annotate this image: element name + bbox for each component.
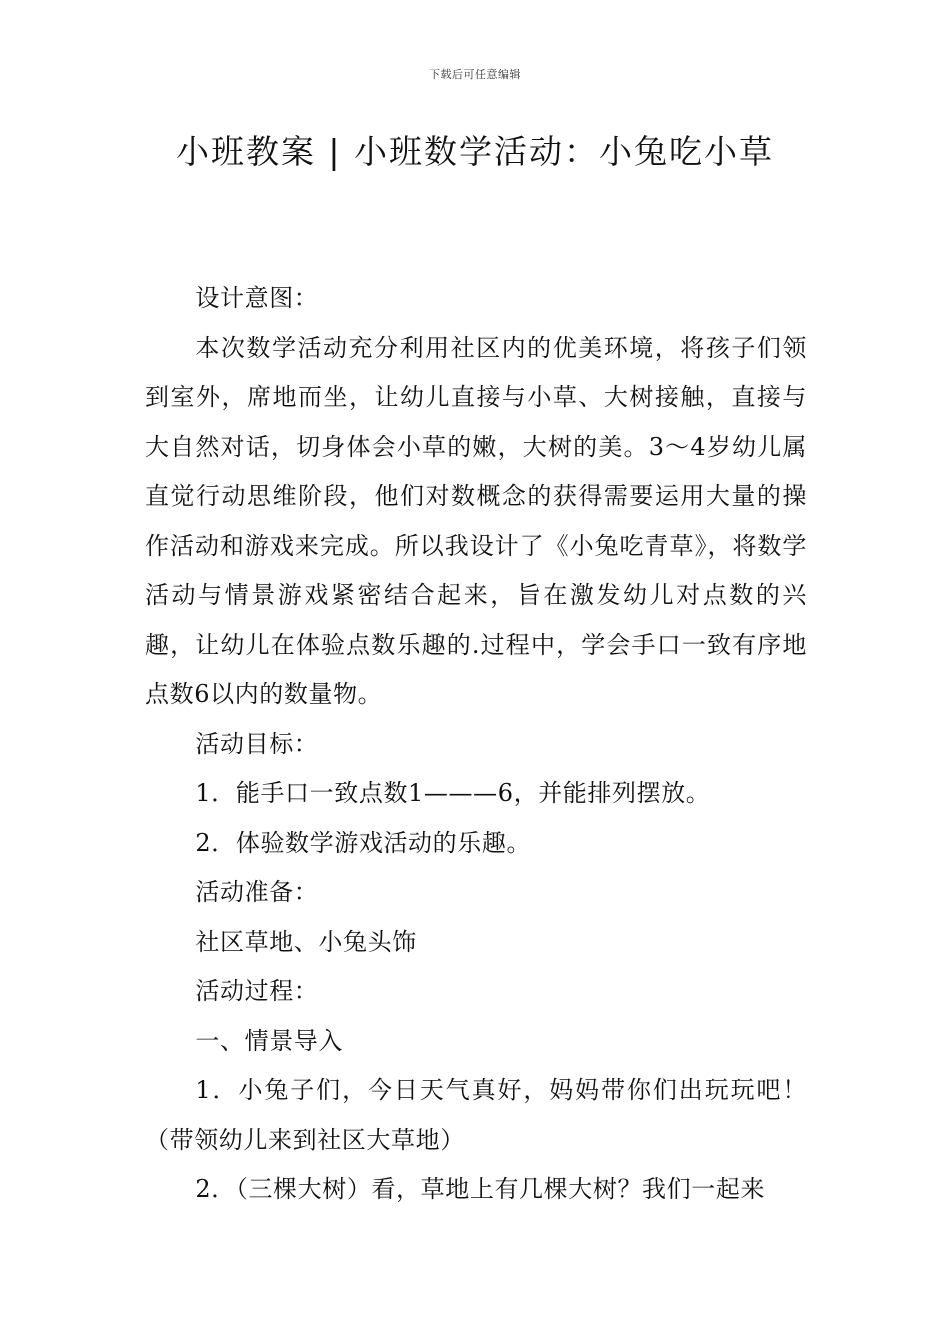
- paragraph-step-2: 2．（三棵大树）看，草地上有几棵大树？我们一起来: [195, 1175, 766, 1203]
- paragraph-goal-1: 1．能手口一致点数1———6，并能排列摆放。: [195, 779, 711, 807]
- paragraph-design-intent-heading: 设计意图：: [195, 284, 319, 312]
- header-note: 下载后可任意编辑: [429, 68, 521, 81]
- paragraph-process-heading: 活动过程：: [195, 977, 319, 1005]
- document-title: 小班教案 | 小班数学活动：小兔吃小草: [175, 132, 775, 171]
- document-body: [145, 274, 807, 1215]
- paragraph-preparation: 社区草地、小兔头饰: [195, 927, 417, 956]
- paragraph-goal-2: 2．体验数学游戏活动的乐趣。: [195, 828, 532, 857]
- paragraph-design-intent: 本次数学活动充分利用社区内的优美环境，将孩子们领到室外，席地而坐，让幼儿直接与小草、大树接触，直接与大自然对话，切身体会小草的嫩，大树的美。3～4岁幼儿属直觉行动思维阶段，他们对数概念的获得需要运用大量的操作活动和游戏来完成。所以我设计了《小兔吃青草》，将数学活动与情景游戏紧密结合起来，旨在激发幼儿对点数的兴趣，让幼儿在体验点数乐趣的.过程中，学会手口一致有序地点数6以内的数量物。: [145, 333, 807, 708]
- paragraph-section-1: 一、情景导入: [195, 1026, 343, 1055]
- paragraph-goals-heading: 活动目标：: [195, 729, 319, 758]
- paragraph-step-1: 1．小兔子们，今日天气真好，妈妈带你们出玩玩吧！（带领幼儿来到社区大草地）: [145, 1076, 807, 1154]
- paragraph-preparation-heading: 活动准备：: [195, 878, 319, 906]
